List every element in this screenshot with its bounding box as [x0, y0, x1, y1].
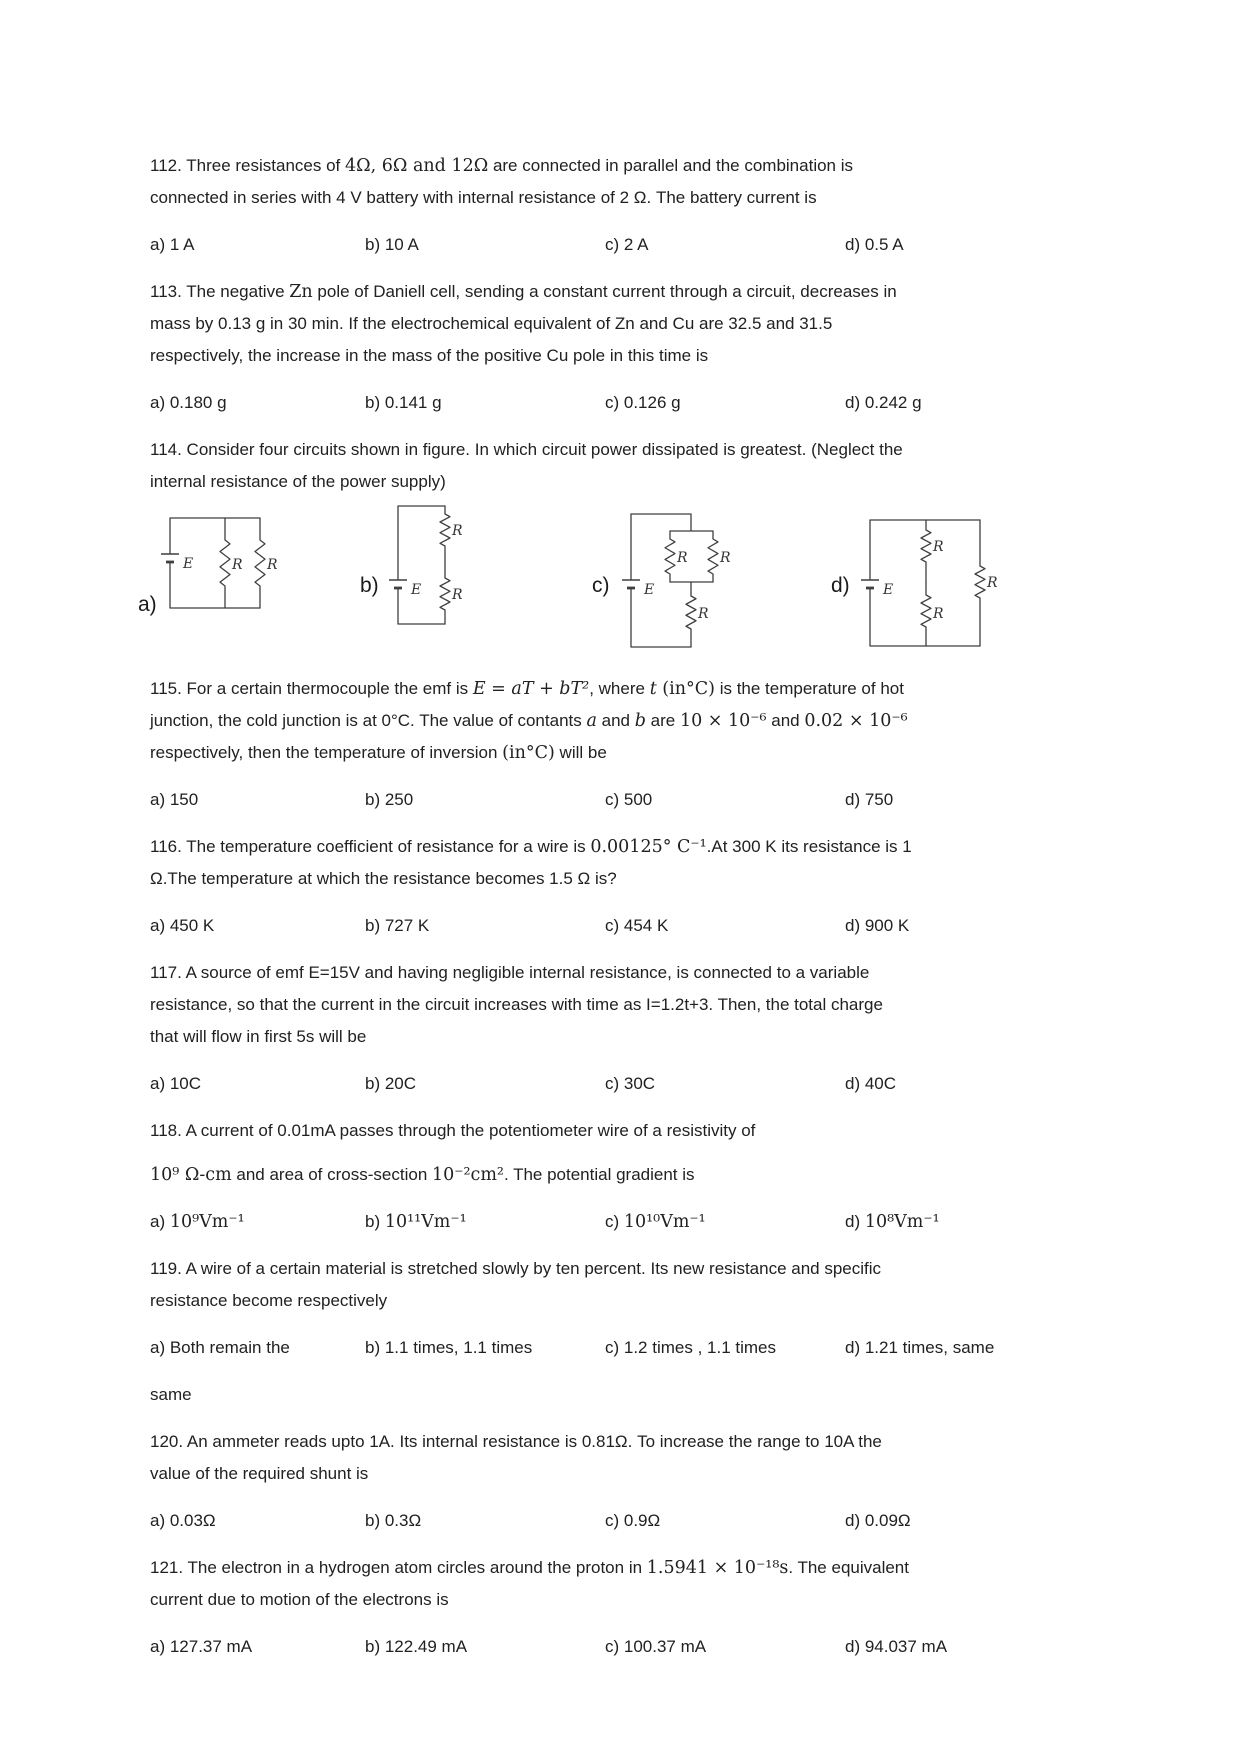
option-c: c) 454 K [605, 916, 669, 935]
emf-label: E [883, 582, 894, 598]
option-d: d) 94.037 mA [845, 1637, 948, 1656]
question-112-line-1: 112. Three resistances of 4Ω, 6Ω and 12Ω are connected in parallel and the combination is [150, 156, 854, 176]
option-d: d) 10⁸Vm⁻¹ [845, 1212, 940, 1232]
option-c: c) 1.2 times , 1.1 times [605, 1338, 776, 1357]
option-d: d) 900 K [845, 916, 910, 935]
question-120-line-2: value of the required shunt is [150, 1464, 369, 1483]
resistor-label: R [452, 523, 463, 539]
resistor-symbol [665, 531, 675, 582]
question-115-line-3: respectively, then the temperature of inversion (in°C) will be [150, 743, 607, 763]
circuit-label-d: d) [831, 574, 850, 597]
resistor-label: R [933, 539, 944, 555]
question-112-line-2: connected in series with 4 V battery with internal resistance of 2 Ω. The battery current is [150, 188, 817, 207]
option-a: a) 150 [150, 790, 199, 809]
option-a: a) 0.03Ω [150, 1511, 216, 1530]
question-116 [150, 831, 1131, 942]
option-b: b) 1.1 times, 1.1 times [365, 1338, 533, 1357]
resistor-symbol [686, 593, 696, 647]
option-c: c) 100.37 mA [605, 1637, 707, 1656]
circuit-label-b: b) [360, 574, 379, 597]
circuit-b [360, 506, 463, 624]
resistor-label: R [933, 606, 944, 622]
question-121-line-1: 121. The electron in a hydrogen atom circles around the proton in 1.5941 × 10⁻¹⁸s. The equivalent [150, 1558, 909, 1578]
emf-label: E [644, 582, 655, 598]
question-117 [150, 957, 1131, 1100]
option-d: d) 0.5 A [845, 235, 904, 254]
option-b: b) 10 A [365, 235, 419, 254]
option-c: c) 2 A [605, 235, 649, 254]
question-120-line-1: 120. An ammeter reads upto 1A. Its internal resistance is 0.81Ω. To increase the range to 10A the [150, 1432, 882, 1451]
resistor-symbol [975, 520, 985, 646]
question-116-line-1: 116. The temperature coefficient of resistance for a wire is 0.00125° C⁻¹.At 300 K its resistance is 1 [150, 837, 912, 857]
circuit-d [831, 520, 998, 646]
option-d: d) 40C [845, 1074, 897, 1093]
question-117-options [150, 1068, 1131, 1100]
option-c: c) 30C [605, 1074, 656, 1093]
question-114-line-2: internal resistance of the power supply) [150, 472, 446, 491]
option-b: b) 20C [365, 1074, 417, 1093]
question-118-options [150, 1206, 1131, 1238]
question-115-line-2: junction, the cold junction is at 0°C. The value of contants a and b are 10 × 10⁻⁶ and 0.02 × 10⁻⁶ [150, 711, 908, 731]
resistor-label: R [677, 550, 688, 566]
question-119-line-1: 119. A wire of a certain material is stretched slowly by ten percent. Its new resistance and specific [150, 1259, 882, 1278]
circuit-c [592, 514, 731, 647]
resistor-symbol [921, 520, 931, 583]
circuit-label-a: a) [138, 593, 157, 616]
resistor-symbol [921, 583, 931, 646]
option-b: b) 10¹¹Vm⁻¹ [365, 1212, 467, 1232]
question-114-line-1: 114. Consider four circuits shown in figure. In which circuit power dissipated is greatest. (Neglect the [150, 440, 903, 459]
option-d: d) 0.09Ω [845, 1511, 911, 1530]
resistor-label: R [720, 550, 731, 566]
question-119-option-a-overflow: same [150, 1385, 192, 1404]
option-b: b) 0.3Ω [365, 1511, 422, 1530]
circuit-label-c: c) [592, 574, 610, 597]
question-117-line-3: that will flow in first 5s will be [150, 1027, 367, 1046]
question-112 [150, 150, 1131, 261]
question-117-line-2: resistance, so that the current in the circuit increases with time as I=1.2t+3. Then, the total charge [150, 995, 883, 1014]
question-119-options [150, 1332, 1131, 1364]
question-121-options [150, 1631, 1131, 1663]
option-d: d) 1.21 times, same [845, 1338, 995, 1357]
question-118-line-1: 118. A current of 0.01mA passes through the potentiometer wire of a resistivity of [150, 1121, 756, 1140]
option-d: d) 750 [845, 790, 894, 809]
option-c: c) 0.9Ω [605, 1511, 661, 1530]
question-116-options [150, 910, 1131, 942]
question-112-options [150, 229, 1131, 261]
circuits-svg [130, 498, 1030, 658]
wire [631, 514, 713, 647]
resistor-symbol [255, 518, 265, 608]
resistor-label: R [232, 557, 243, 573]
resistor-label: R [987, 575, 998, 591]
question-113 [150, 276, 1131, 419]
question-115-options [150, 784, 1131, 816]
option-a: a) 10⁹Vm⁻¹ [150, 1212, 245, 1232]
resistor-symbol [220, 518, 230, 608]
option-c: c) 0.126 g [605, 393, 681, 412]
question-118-line-2: 10⁹ Ω-cm and area of cross-section 10⁻²cm². The potential gradient is [150, 1165, 695, 1185]
question-115 [150, 673, 1131, 816]
resistor-symbol [440, 506, 450, 562]
question-118 [150, 1115, 1131, 1238]
resistor-label: R [267, 557, 278, 573]
resistor-label: R [452, 587, 463, 603]
option-a: a) 127.37 mA [150, 1637, 253, 1656]
option-a: a) Both remain the [150, 1338, 290, 1357]
circuit-a [138, 518, 278, 616]
question-117-line-1: 117. A source of emf E=15V and having negligible internal resistance, is connected to a variable [150, 963, 870, 982]
option-a: a) 1 A [150, 235, 195, 254]
question-119-line-2: resistance become respectively [150, 1291, 388, 1310]
question-121-line-2: current due to motion of the electrons is [150, 1590, 449, 1609]
question-113-line-3: respectively, the increase in the mass of the positive Cu pole in this time is [150, 346, 709, 365]
question-113-options [150, 387, 1131, 419]
option-a: a) 450 K [150, 916, 215, 935]
question-120 [150, 1426, 1131, 1537]
question-113-line-1: 113. The negative Zn pole of Daniell cell, sending a constant current through a circuit, decreases in [150, 282, 897, 302]
option-b: b) 122.49 mA [365, 1637, 468, 1656]
option-a: a) 0.180 g [150, 393, 227, 412]
resistor-label: R [698, 606, 709, 622]
option-b: b) 0.141 g [365, 393, 442, 412]
option-c: c) 10¹⁰Vm⁻¹ [605, 1212, 706, 1232]
option-d: d) 0.242 g [845, 393, 922, 412]
option-a: a) 10C [150, 1074, 202, 1093]
question-119 [150, 1253, 1131, 1411]
option-c: c) 500 [605, 790, 653, 809]
resistor-symbol [708, 531, 718, 582]
question-121 [150, 1552, 1131, 1663]
question-115-line-1: 115. For a certain thermocouple the emf is E = aT + bT², where t (in°C) is the temperature of hot [150, 679, 904, 699]
question-114 [138, 434, 1131, 658]
question-120-options [150, 1505, 1131, 1537]
emf-label: E [411, 582, 422, 598]
q114-circuit-figure [138, 498, 1131, 658]
resistor-symbol [440, 562, 450, 624]
question-113-line-2: mass by 0.13 g in 30 min. If the electrochemical equivalent of Zn and Cu are 32.5 and 31.5 [150, 314, 833, 333]
emf-label: E [183, 556, 194, 572]
question-116-line-2: Ω.The temperature at which the resistance becomes 1.5 Ω is? [150, 869, 617, 888]
option-b: b) 250 [365, 790, 414, 809]
option-b: b) 727 K [365, 916, 430, 935]
wire [398, 506, 445, 624]
